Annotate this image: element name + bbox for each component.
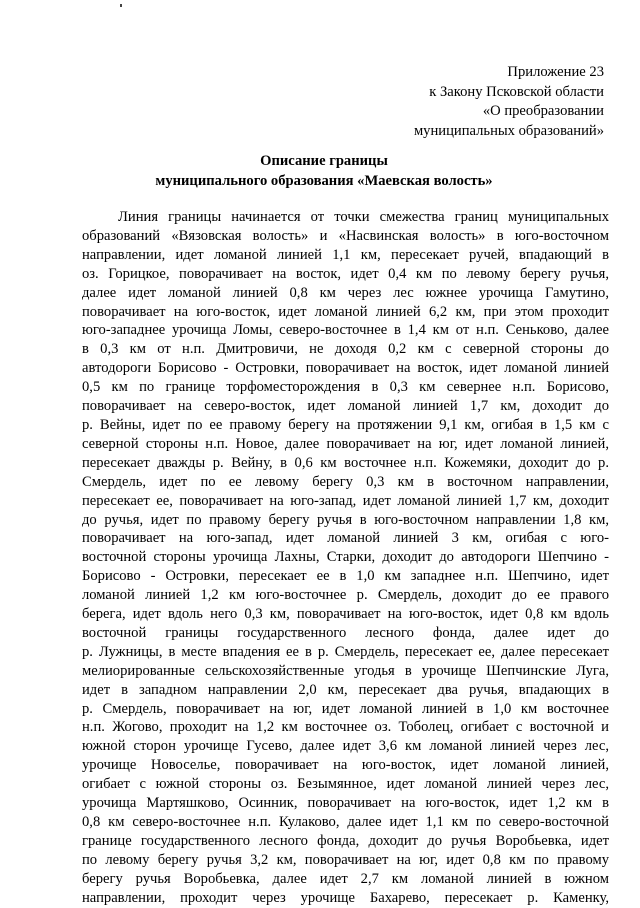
appendix-line: «О преобразовании xyxy=(482,103,604,119)
paragraph-line: направлении, проходит через урочище Бахарево, пересекает р. Каменку, xyxy=(82,889,609,906)
paragraph-line: идет в западном направлении 2,0 км, пересекает два ручья, впадающих в xyxy=(82,681,609,698)
paragraph-line: поворачивает на северо-восток, идет ломаной линией 1,7 км, доходит до xyxy=(82,398,609,415)
paragraph-line: северной стороны н.п. Новое, далее поворачивает на юг, идет ломаной линией, xyxy=(82,435,609,452)
paragraph-line: р. Смердель, поворачивает на юг, идет ломаной линией в 1,0 км восточнее xyxy=(82,700,609,717)
paragraph-line: восточной стороны урочища Лахны, Старки, доходит до автодороги Шепчино - xyxy=(82,549,609,566)
paragraph-line: образований «Вязовская волость» и «Насвинская волость» в юго-восточном xyxy=(82,227,609,244)
paragraph-line: урочища Мартяшково, Осинник, поворачивает на юго-восток, идет 1,2 км в xyxy=(82,795,609,812)
paragraph-line: Линия границы начинается от точки смежества границ муниципальных xyxy=(118,209,609,225)
paragraph-line: южной сторон урочище Гусево, далее идет 3,6 км ломаной линией через лес, xyxy=(82,738,609,755)
paragraph-line: пересекает ее, поворачивает на юго-запад, идет ломаной линией 1,7 км, доходит xyxy=(82,492,609,509)
paragraph-line: н.п. Жогово, проходит на 1,2 км восточнее оз. Тоболец, огибает с восточной и xyxy=(82,719,609,736)
paragraph-line: восточной границы государственного лесного фонда, далее идет до xyxy=(82,624,609,641)
paragraph-line: Борисово - Островки, пересекает ее в 1,0 км западнее н.п. Шепчино, идет xyxy=(82,568,609,585)
paragraph-line: берега, идет вдоль него 0,3 км, поворачивает на юго-восток, идет 0,8 км вдоль xyxy=(82,606,609,623)
paragraph-line: направлении, идет ломаной линией 1,1 км, пересекает ручей, впадающий в xyxy=(82,246,609,263)
paragraph-line: поворачивает на юго-запад, идет ломаной линией 3 км, огибая с юго- xyxy=(82,530,609,547)
paragraph-line: берегу ручья Воробьевка, далее идет 2,7 км ломаной линией в южном xyxy=(82,870,609,887)
paragraph-line: мелиорированные сельскохозяйственные угодья в урочище Шепчинские Луга, xyxy=(82,662,609,679)
document-title xyxy=(0,152,640,191)
appendix-header xyxy=(414,63,604,141)
paragraph-line: далее идет ломаной линией 0,8 км через лес южнее урочища Гамутино, xyxy=(82,284,609,301)
appendix-line: к Закону Псковской области xyxy=(429,83,604,100)
paragraph-line: ломаной линией 1,2 км юго-восточнее р. Смердель, доходит до ее правого xyxy=(82,587,609,604)
paragraph-line: огибает с южной стороны оз. Безымянное, идет ломаной линией через лес, xyxy=(82,776,609,793)
paragraph-line: 0,8 км северо-восточнее н.п. Кулаково, далее идет 1,1 км по северо-восточной xyxy=(82,814,609,830)
paragraph-line: по левому берегу ручья 3,2 км, поворачивает на юг, идет 0,8 км по правому xyxy=(82,851,609,868)
appendix-line: муниципальных образований» xyxy=(413,122,604,139)
title-line: Описание границы xyxy=(260,153,388,169)
paragraph-line: 0,5 км по границе торфоместорождения в 0,3 км севернее н.п. Борисово, xyxy=(82,379,609,396)
body-paragraph xyxy=(82,208,609,908)
paragraph-line: поворачивает на юго-восток, идет ломаной линией 6,2 км, при этом проходит xyxy=(82,303,609,320)
paragraph-line: юго-западнее урочища Ломы, северо-восточнее в 1,4 км от н.п. Сеньково, далее xyxy=(82,322,609,339)
scan-artifact xyxy=(120,4,122,7)
paragraph-line: оз. Горицкое, поворачивает на восток, идет 0,4 км по левому берегу ручья, xyxy=(82,265,609,282)
paragraph-line: в 0,3 км от н.п. Дмитровичи, не доходя 0,2 км с северной стороны до xyxy=(82,341,609,358)
paragraph-line: урочище Новоселье, поворачивает на юго-восток, идет ломаной линией, xyxy=(82,757,609,774)
paragraph-line: границе государственного лесного фонда, доходит до ручья Воробьевка, идет xyxy=(82,832,609,849)
title-line: муниципального образования «Маевская волость» xyxy=(155,172,493,189)
paragraph-line: р. Вейны, идет по ее правому берегу на протяжении 9,1 км, огибая в 1,5 км с xyxy=(82,416,609,433)
appendix-line: Приложение 23 xyxy=(507,64,604,80)
paragraph-line: до ручья, идет по правому берегу ручья в юго-восточном направлении 1,8 км, xyxy=(82,511,609,528)
paragraph-line: автодороги Борисово - Островки, поворачивает на восток, идет ломаной линией xyxy=(82,360,609,377)
paragraph-line: Смердель, идет по ее левому берегу 0,3 км в восточном направлении, xyxy=(82,473,609,490)
paragraph-line: пересекает дважды р. Вейну, в 0,6 км восточнее н.п. Кожемяки, доходит до р. xyxy=(82,454,609,471)
paragraph-line: р. Лужницы, в месте впадения ее в р. Смердель, пересекает ее, далее пересекает xyxy=(82,643,609,660)
